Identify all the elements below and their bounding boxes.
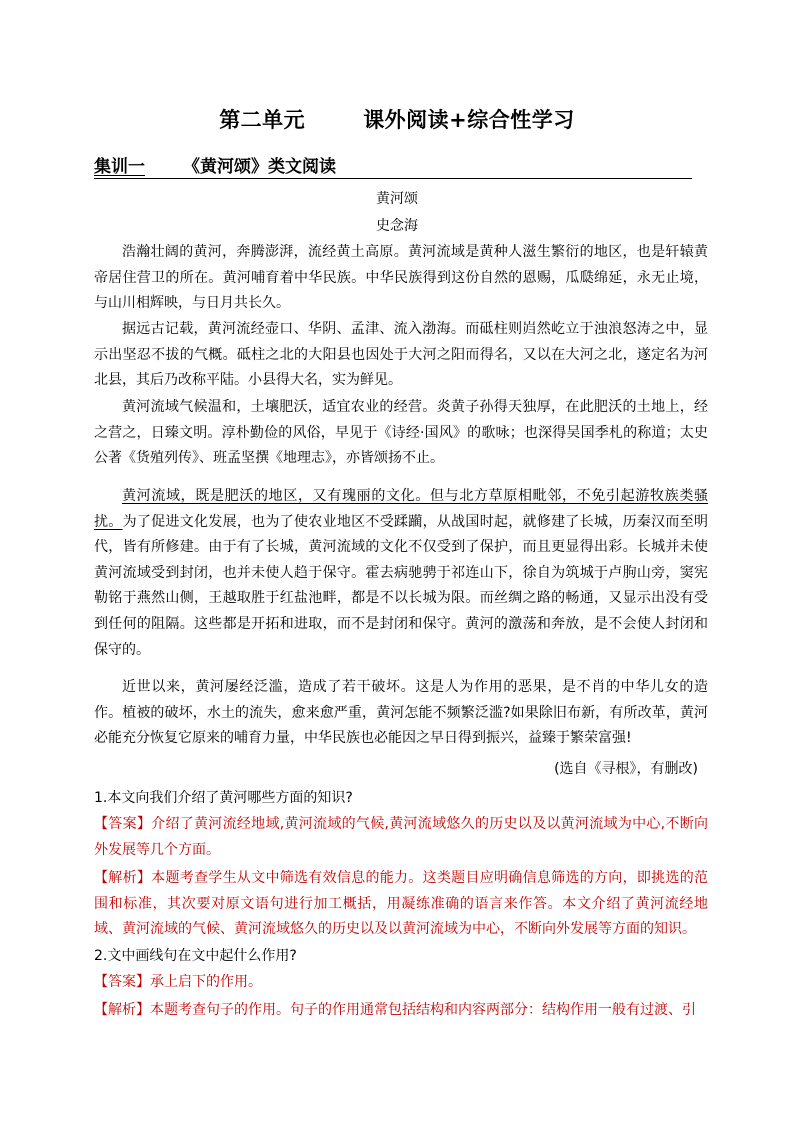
answer-label: 【答案】 [94,816,152,832]
answer-2 [94,970,708,996]
answer-label: 【答案】 [94,974,150,990]
article-author: 史念海 [376,218,418,234]
article-paragraph-1: 浩瀚壮阔的黄河，奔腾澎湃，流经黄土高原。黄河流域是黄种人滋生繁衍的地区，也是轩辕黄帝居住营卫的所在。黄河哺育着中华民族。中华民族得到这份自然的恩赐，瓜瓞绵延，永无止境，与山川相辉映，与日月共长久。 [94,244,708,312]
section-number: 集训一 [94,157,145,177]
analysis-2 [94,998,708,1024]
article-paragraph-3: 黄河流域气候温和，土壤肥沃，适宜农业的经营。炎黄子孙得天独厚，在此肥沃的土地上，经之营之，日臻文明。淳朴勤俭的风俗，早见于《诗经·国风》的歌咏；也深得吴国季札的称道；太史公著《货殖列传》、班孟坚撰《地理志》，亦皆颂扬不止。 [94,399,708,467]
question-1: 1.本文向我们介绍了黄河哪些方面的知识? [94,790,353,806]
article-paragraph-2: 据远古记载，黄河流经壶口、华阴、孟津、流入渤海。而砥柱则岿然屹立于浊浪怒涛之中，显示出坚忍不拔的气概。砥柱之北的大阳县也因处于大河之阳而得名，又以在大河之北，遂定名为河北县，其后乃改称平陆。小县得大名，实为鲜见。 [94,321,708,389]
answer-1 [94,812,708,863]
unit-title [0,104,794,134]
analysis-1 [94,866,708,943]
paragraph-4-rest: 为了促进文化发展，也为了使农业地区不受蹂躏，从战国时起，就修建了长城，历秦汉而至明代，皆有所修建。由于有了长城，黄河流域的文化不仅受到了保护，而且更显得出彩。长城并未使黄河流域受到封闭，也并未使人趋于保守。霍去病驰骋于祁连山下，徐自为筑城于卢朐山旁，窦宪勒铭于燕然山侧，王越取胜于红盐池畔，都是不以长城为限。而丝绸之路的畅通，又显示出没有受到任何的阻隔。这些都是开拓和进取，而不是封闭和保守。黄河的激荡和奔放，是不会使人封闭和保守的。 [94,513,709,658]
article-source: (选自《寻根》，有删改) [554,761,698,777]
answer-text: 介绍了黄河流经地域,黄河流域的气候,黄河流域悠久的历史以及以黄河流域为中心,不断向外发展等几个方面。 [94,816,708,858]
section-heading [94,152,692,179]
analysis-label: 【解析】 [94,870,152,886]
analysis-text: 本题考查句子的作用。句子的作用通常包括结构和内容两部分：结构作用一般有过渡、引 [150,1002,696,1018]
unit-topic: 课外阅读+综合性学习 [363,108,575,132]
analysis-text: 本题考查学生从文中筛选有效信息的能力。这类题目应明确信息筛选的方向，即挑选的范围和标准，其次要对原文语句进行加工概括，用凝练准确的语言来作答。本文介绍了黄河流经地域、黄河流域的气候、黄河流域悠久的历史以及以黄河流域为中心，不断向外发展等方面的知识。 [94,870,709,938]
article-paragraph-5: 近世以来，黄河屡经泛滥，造成了若干破坏。这是人为作用的恶果，是不肖的中华儿女的造作。植被的破坏，水土的流失，愈来愈严重，黄河怎能不频繁泛滥?如果除旧布新，有所改革，黄河必能充分恢复它原来的哺育力量，中华民族也必能因之早日得到振兴，益臻于繁荣富强! [94,679,708,747]
unit-name: 第二单元 [219,108,306,132]
section-title: 《黄河颂》类文阅读 [183,157,336,177]
answer-text: 承上启下的作用。 [150,974,262,990]
underlined-sentence: 黄河流域，既是肥沃的地区，又有瑰丽的文化。但与北方草原相毗邻，不免引起游牧族类骚扰。 [94,488,708,530]
article-paragraph-4 [94,484,708,663]
question-2: 2.文中画线句在文中起什么作用? [94,948,297,964]
article-title: 黄河颂 [376,191,418,207]
analysis-label: 【解析】 [94,1002,150,1018]
